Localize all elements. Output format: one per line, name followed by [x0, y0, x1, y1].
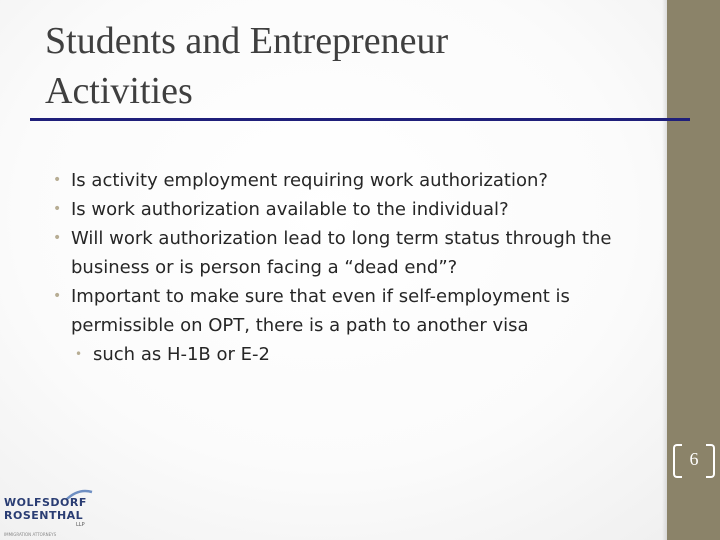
logo-line-1: WOLFSDORF: [4, 496, 87, 509]
page-number-right-bracket-icon: [706, 444, 715, 478]
page-number: 6: [689, 448, 699, 469]
bullet-dot-icon: •: [75, 347, 83, 361]
sub-bullet-text-1: such as H-1B or E-2: [93, 344, 270, 365]
slide-title-line-1: Students and Entrepreneur: [45, 20, 449, 62]
logo-suffix: LLP: [76, 522, 85, 528]
bullet-dot-icon: •: [53, 172, 62, 188]
bullet-item-4: [53, 282, 643, 340]
logo-tagline: IMMIGRATION ATTORNEYS: [4, 532, 57, 537]
bullet-dot-icon: •: [53, 230, 62, 246]
title-underline: [30, 118, 690, 121]
bullet-item-3: [53, 224, 643, 282]
company-logo: [4, 488, 94, 538]
bullet-item-2: [53, 195, 643, 224]
logo-line-2: ROSENTHAL: [4, 509, 84, 522]
bullet-list: [53, 166, 643, 369]
bullet-dot-icon: •: [53, 201, 62, 217]
bullet-item-1: [53, 166, 643, 195]
bullet-text-1: Is activity employment requiring work authorization?: [71, 170, 548, 191]
slide-title-line-2: Activities: [45, 70, 193, 112]
slide-title: [45, 16, 645, 116]
bullet-text-2: Is work authorization available to the individual?: [71, 199, 509, 220]
bullet-text-4: Important to make sure that even if self-employment is permissible on OPT, there is a path to another visa: [71, 286, 570, 336]
bullet-dot-icon: •: [53, 288, 62, 304]
bullet-text-3: Will work authorization lead to long term status through the business or is person facing a “dead end”?: [71, 228, 612, 278]
sub-bullet-item-1: [53, 340, 643, 369]
